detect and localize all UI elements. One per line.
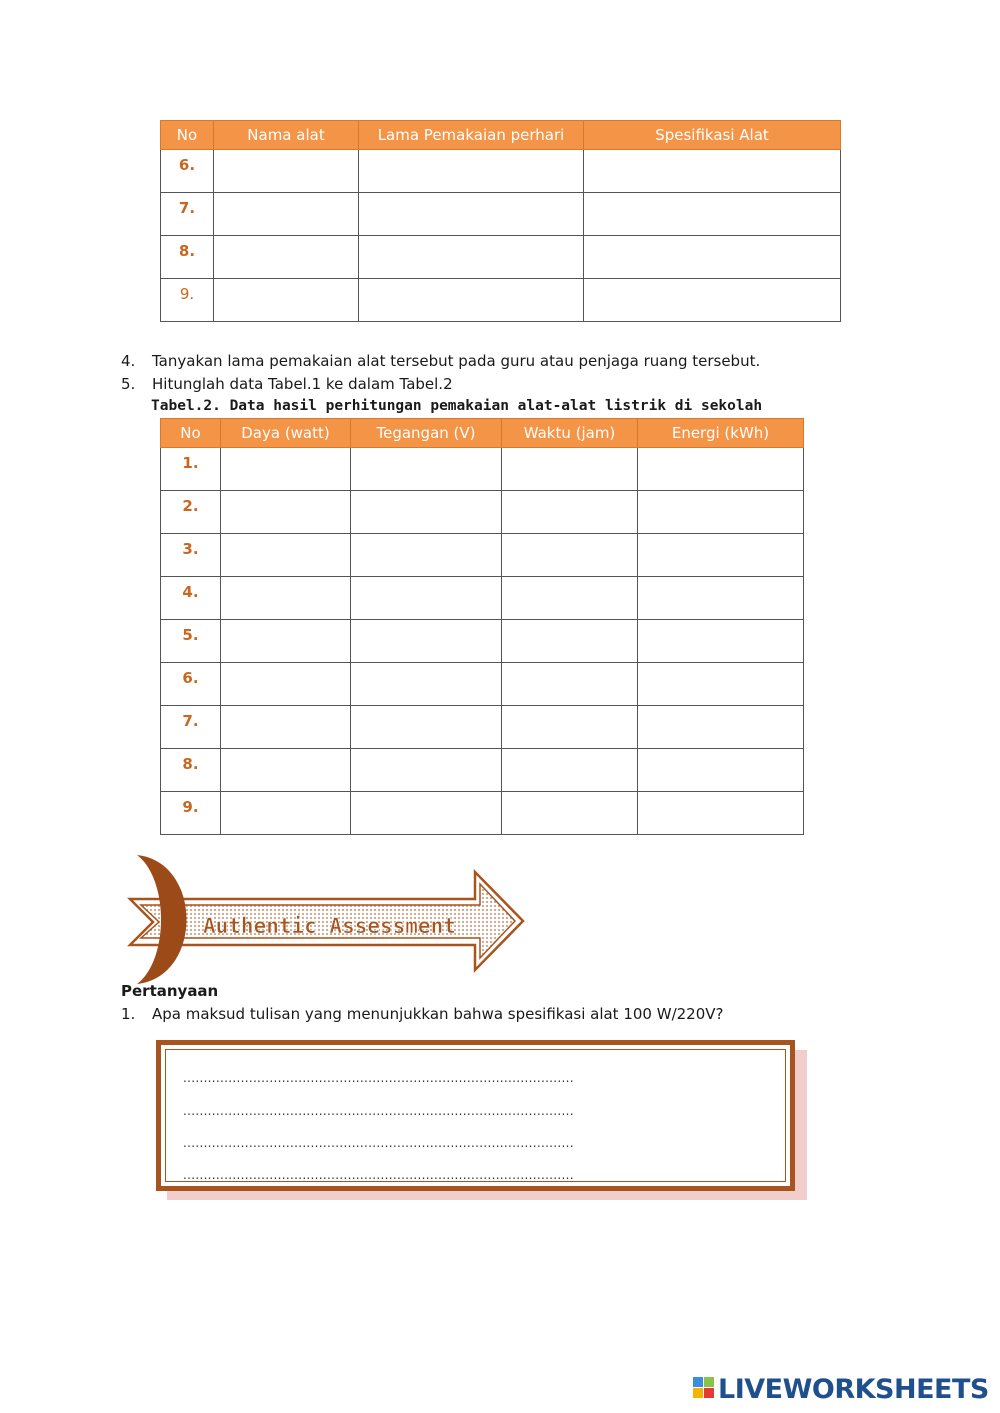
row-number: 3. [161, 534, 221, 577]
row-number: 7. [161, 706, 221, 749]
input-cell[interactable] [351, 620, 502, 663]
input-cell[interactable] [502, 749, 638, 792]
authentic-assessment-banner [125, 852, 530, 987]
input-cell[interactable] [502, 663, 638, 706]
table-2-body [161, 448, 804, 835]
input-cell[interactable] [221, 620, 351, 663]
brand-name: LIVEWORKSHEETS [718, 1373, 989, 1405]
instruction-number: 4. [121, 352, 136, 370]
input-cell[interactable] [359, 193, 584, 236]
answer-line-3[interactable]: ............................................................................................... [183, 1136, 574, 1150]
row-number: 1. [161, 448, 221, 491]
input-cell[interactable] [221, 491, 351, 534]
input-cell[interactable] [359, 150, 584, 193]
input-cell[interactable] [351, 706, 502, 749]
header-daya: Daya (watt) [221, 419, 351, 448]
input-cell[interactable] [214, 150, 359, 193]
row-number: 8. [161, 749, 221, 792]
header-spesifikasi: Spesifikasi Alat [584, 121, 841, 150]
table-row [161, 663, 804, 706]
answer-box-inner [165, 1049, 786, 1182]
answer-line-2[interactable]: ............................................................................................... [183, 1104, 574, 1118]
input-cell[interactable] [638, 577, 804, 620]
input-cell[interactable] [351, 792, 502, 835]
input-cell[interactable] [214, 193, 359, 236]
input-cell[interactable] [502, 706, 638, 749]
input-cell[interactable] [351, 491, 502, 534]
answer-box[interactable] [156, 1040, 795, 1191]
row-number: 2. [161, 491, 221, 534]
input-cell[interactable] [351, 534, 502, 577]
header-waktu: Waktu (jam) [502, 419, 638, 448]
table-row [161, 706, 804, 749]
row-number: 9. [161, 279, 214, 322]
row-number: 4. [161, 577, 221, 620]
table-row [161, 236, 841, 279]
input-cell[interactable] [351, 577, 502, 620]
input-cell[interactable] [638, 534, 804, 577]
banner-graphic [125, 852, 530, 987]
question-text: Apa maksud tulisan yang menunjukkan bahwa spesifikasi alat 100 W/220V? [152, 1005, 724, 1023]
input-cell[interactable] [214, 279, 359, 322]
input-cell[interactable] [638, 706, 804, 749]
row-number: 8. [161, 236, 214, 279]
banner-title: Authentic Assessment [203, 914, 456, 938]
input-cell[interactable] [351, 663, 502, 706]
table-1-header-row [161, 121, 841, 150]
input-cell[interactable] [221, 706, 351, 749]
table-2 [160, 418, 804, 835]
instruction-text: Tanyakan lama pemakaian alat tersebut pada guru atau penjaga ruang tersebut. [152, 352, 761, 370]
table-2-header-row [161, 419, 804, 448]
row-number: 5. [161, 620, 221, 663]
input-cell[interactable] [502, 448, 638, 491]
liveworksheets-logo [693, 1373, 989, 1405]
liveworksheets-logo-icon [693, 1377, 715, 1401]
header-tegangan: Tegangan (V) [351, 419, 502, 448]
input-cell[interactable] [502, 620, 638, 663]
table-row [161, 150, 841, 193]
table-row [161, 491, 804, 534]
table-row [161, 620, 804, 663]
input-cell[interactable] [638, 448, 804, 491]
crescent-shape [137, 855, 187, 984]
table-1 [160, 120, 841, 322]
row-number: 9. [161, 792, 221, 835]
input-cell[interactable] [221, 663, 351, 706]
header-energi: Energi (kWh) [638, 419, 804, 448]
row-number: 7. [161, 193, 214, 236]
question-number: 1. [121, 1005, 136, 1023]
input-cell[interactable] [214, 236, 359, 279]
input-cell[interactable] [584, 150, 841, 193]
table-row [161, 792, 804, 835]
input-cell[interactable] [351, 448, 502, 491]
input-cell[interactable] [502, 534, 638, 577]
input-cell[interactable] [638, 792, 804, 835]
input-cell[interactable] [584, 193, 841, 236]
input-cell[interactable] [221, 577, 351, 620]
input-cell[interactable] [359, 236, 584, 279]
input-cell[interactable] [221, 534, 351, 577]
instruction-text: Hitunglah data Tabel.1 ke dalam Tabel.2 [152, 375, 453, 393]
row-number: 6. [161, 663, 221, 706]
input-cell[interactable] [351, 749, 502, 792]
input-cell[interactable] [584, 279, 841, 322]
input-cell[interactable] [502, 491, 638, 534]
input-cell[interactable] [638, 491, 804, 534]
table-row [161, 279, 841, 322]
input-cell[interactable] [221, 448, 351, 491]
table-row [161, 577, 804, 620]
table-row [161, 534, 804, 577]
table-2-caption: Tabel.2. Data hasil perhitungan pemakaian alat-alat listrik di sekolah [151, 398, 763, 414]
answer-line-4[interactable]: ............................................................................................... [183, 1168, 574, 1182]
input-cell[interactable] [502, 577, 638, 620]
input-cell[interactable] [638, 663, 804, 706]
header-lama-pemakaian: Lama Pemakaian perhari [359, 121, 584, 150]
input-cell[interactable] [638, 749, 804, 792]
table-row [161, 448, 804, 491]
input-cell[interactable] [638, 620, 804, 663]
answer-line-1[interactable]: ............................................................................................... [183, 1071, 574, 1085]
header-nama-alat: Nama alat [214, 121, 359, 150]
questions-heading: Pertanyaan [121, 982, 219, 1000]
input-cell[interactable] [584, 236, 841, 279]
instruction-number: 5. [121, 375, 136, 393]
table-row [161, 749, 804, 792]
header-no: No [161, 121, 214, 150]
input-cell[interactable] [359, 279, 584, 322]
input-cell[interactable] [502, 792, 638, 835]
input-cell[interactable] [221, 792, 351, 835]
input-cell[interactable] [221, 749, 351, 792]
table-row [161, 193, 841, 236]
row-number: 6. [161, 150, 214, 193]
header-no: No [161, 419, 221, 448]
